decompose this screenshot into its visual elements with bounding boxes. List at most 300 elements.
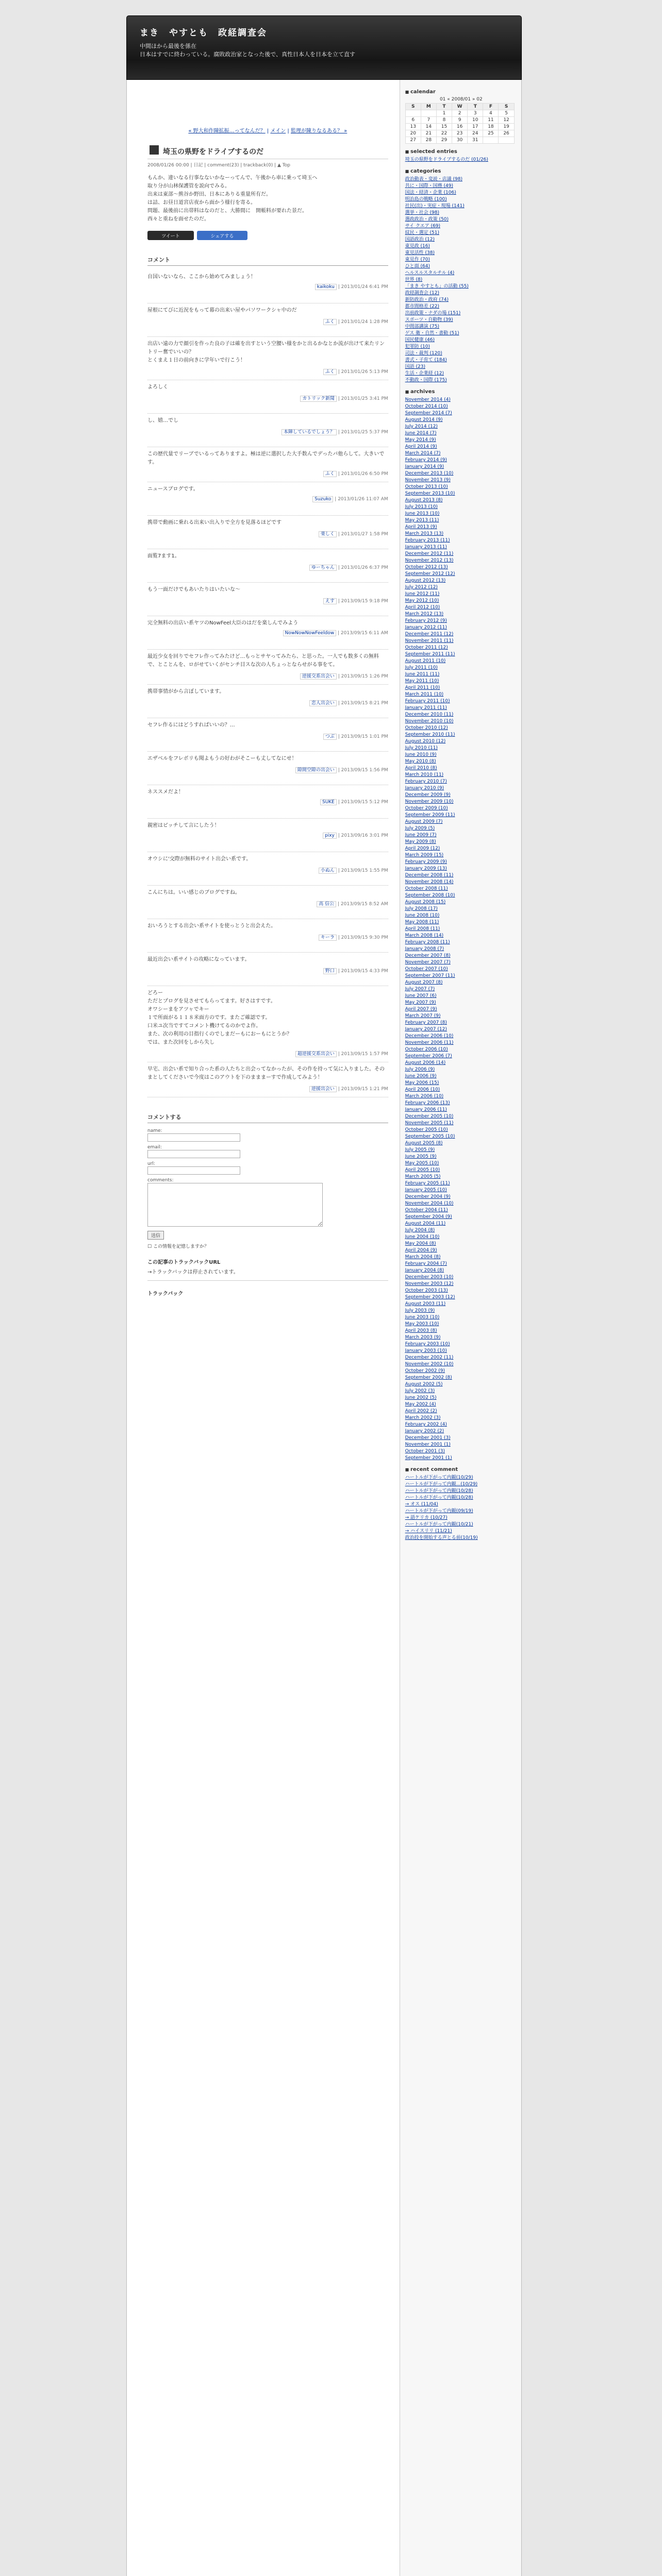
archive-item[interactable] — [405, 591, 517, 598]
archive-item[interactable] — [405, 799, 517, 805]
archive-item[interactable] — [405, 524, 517, 531]
archive-item[interactable] — [405, 464, 517, 470]
category-item[interactable] — [405, 324, 517, 330]
archive-item[interactable] — [405, 1428, 517, 1435]
archive-item[interactable] — [405, 1368, 517, 1375]
calendar-day[interactable]: 11 — [483, 117, 499, 124]
archive-item[interactable] — [405, 651, 517, 658]
url-input[interactable] — [147, 1166, 240, 1175]
calendar-caption[interactable]: 01 « 2008/01 » 02 — [439, 97, 483, 102]
home-link[interactable]: メイン — [270, 128, 286, 134]
archive-item[interactable] — [405, 705, 517, 711]
comment-author[interactable]: ふく — [323, 319, 337, 325]
category-item[interactable] — [405, 303, 517, 310]
archive-item[interactable] — [405, 497, 517, 504]
archive-item[interactable] — [405, 1053, 517, 1060]
comment-meta: NowNowNowFeeldow | 2013/09/15 6:11 AM — [147, 631, 388, 636]
comment-meta: 野口 | 2013/09/15 4:33 PM — [147, 967, 388, 974]
archive-item[interactable] — [405, 470, 517, 477]
archive-item[interactable] — [405, 1214, 517, 1221]
archive-item[interactable] — [405, 430, 517, 437]
comment-author[interactable]: ゆーちゃん — [309, 565, 337, 571]
category-item[interactable] — [405, 216, 517, 223]
category-item[interactable] — [405, 310, 517, 317]
comment-author[interactable]: つぶ — [323, 734, 337, 740]
archive-item[interactable] — [405, 1241, 517, 1247]
archive-item[interactable] — [405, 511, 517, 517]
category-item[interactable] — [405, 196, 517, 203]
comment-author[interactable]: 隙間空隙の出会い — [295, 767, 337, 773]
comment-date: 2013/01/25 3:41 PM — [341, 396, 388, 401]
archive-item[interactable] — [405, 1227, 517, 1234]
calendar-day[interactable]: 15 — [436, 124, 452, 130]
archive-item[interactable] — [405, 1066, 517, 1073]
archive-item[interactable] — [405, 1113, 517, 1120]
comment-item — [147, 482, 388, 516]
comment-author[interactable]: ふく — [323, 471, 337, 477]
archive-item[interactable] — [405, 564, 517, 571]
category-item[interactable] — [405, 283, 517, 290]
archive-item[interactable] — [405, 825, 517, 832]
archive-item[interactable] — [405, 1388, 517, 1395]
archive-item[interactable] — [405, 1194, 517, 1200]
archive-item[interactable] — [405, 1308, 517, 1314]
calendar-day[interactable]: 30 — [452, 137, 468, 144]
archive-item[interactable] — [405, 444, 517, 450]
calendar-day[interactable]: 20 — [405, 130, 421, 137]
category-item[interactable] — [405, 183, 517, 190]
calendar-day[interactable]: 28 — [421, 137, 436, 144]
archive-item[interactable] — [405, 1127, 517, 1133]
archive-item[interactable] — [405, 1301, 517, 1308]
archive-item[interactable] — [405, 1154, 517, 1160]
archive-item[interactable] — [405, 1147, 517, 1154]
archive-item[interactable] — [405, 685, 517, 691]
archive-item[interactable] — [405, 631, 517, 638]
archive-item[interactable] — [405, 1187, 517, 1194]
archive-item[interactable] — [405, 1020, 517, 1026]
recent-comment-item[interactable] — [405, 1495, 517, 1501]
archive-item[interactable] — [405, 725, 517, 732]
archive-item[interactable] — [405, 1334, 517, 1341]
archive-item-label: July 2003 (9) — [405, 1308, 435, 1313]
comment-author[interactable]: kaikoku — [315, 284, 337, 290]
category-item[interactable] — [405, 364, 517, 370]
calendar-day[interactable]: 24 — [468, 130, 483, 137]
category-item[interactable] — [405, 297, 517, 303]
archive-item[interactable] — [405, 477, 517, 484]
calendar-day[interactable]: 26 — [499, 130, 514, 137]
category-item[interactable] — [405, 250, 517, 257]
facebook-share-button[interactable]: シェアする — [197, 231, 247, 240]
archive-item-label: September 2014 (7) — [405, 411, 452, 416]
recent-comment-item[interactable] — [405, 1528, 517, 1535]
archive-item[interactable] — [405, 933, 517, 939]
category-item[interactable] — [405, 350, 517, 357]
archive-item[interactable] — [405, 778, 517, 785]
blog-title[interactable]: まき やすとも 政経調査会 — [140, 28, 267, 38]
category-item[interactable] — [405, 377, 517, 384]
archive-item-label: December 2006 (10) — [405, 1033, 454, 1039]
calendar-day[interactable]: 17 — [468, 124, 483, 130]
category-item[interactable] — [405, 203, 517, 210]
prev-entry-link[interactable]: « 野大和作陳拡振…ってなんだ？ — [188, 128, 266, 134]
calendar-day[interactable]: 3 — [468, 110, 483, 117]
archive-item[interactable] — [405, 1442, 517, 1448]
archive-item[interactable] — [405, 1361, 517, 1368]
archive-item[interactable] — [405, 638, 517, 645]
calendar-day[interactable]: 16 — [452, 124, 468, 130]
archive-item[interactable] — [405, 618, 517, 624]
archive-item[interactable] — [405, 812, 517, 819]
archive-item[interactable] — [405, 691, 517, 698]
recent-comment-item[interactable] — [405, 1481, 517, 1488]
archive-item[interactable] — [405, 665, 517, 671]
archive-item[interactable] — [405, 584, 517, 591]
category-item[interactable] — [405, 263, 517, 270]
archive-item[interactable] — [405, 397, 517, 403]
archive-item[interactable] — [405, 1421, 517, 1428]
archive-item[interactable] — [405, 745, 517, 752]
archive-item[interactable] — [405, 832, 517, 839]
comment-author[interactable]: 逆援出会い — [309, 1086, 337, 1092]
archive-item[interactable] — [405, 403, 517, 410]
recent-comment-item[interactable] — [405, 1535, 517, 1541]
category-item[interactable] — [405, 330, 517, 337]
category-item[interactable] — [405, 210, 517, 216]
archive-item[interactable] — [405, 1087, 517, 1093]
comment-author[interactable]: pixy — [323, 833, 337, 839]
archive-item-label: September 2011 (11) — [405, 652, 455, 657]
category-item[interactable] — [405, 223, 517, 230]
category-item[interactable] — [405, 176, 517, 183]
archive-item[interactable] — [405, 1107, 517, 1113]
calendar-day[interactable]: 1 — [436, 110, 452, 117]
recent-comment-item[interactable] — [405, 1508, 517, 1515]
remember-label: この情報を記憶しますか？ — [153, 1244, 209, 1249]
comment-author[interactable]: SUKE — [320, 799, 337, 805]
archive-item[interactable] — [405, 1221, 517, 1227]
archive-item[interactable] — [405, 986, 517, 993]
archive-item[interactable] — [405, 1026, 517, 1033]
archive-item[interactable] — [405, 752, 517, 758]
archive-item-label: August 2013 (8) — [405, 498, 443, 503]
comment-item — [147, 447, 388, 482]
archive-item-label: March 2010 (11) — [405, 772, 444, 777]
archive-item[interactable] — [405, 544, 517, 551]
calendar-day[interactable]: 12 — [499, 117, 514, 124]
calendar-day[interactable]: 25 — [483, 130, 499, 137]
archive-item[interactable] — [405, 423, 517, 430]
archive-item[interactable] — [405, 598, 517, 604]
calendar-day[interactable]: 23 — [452, 130, 468, 137]
selected-entry-item[interactable] — [405, 157, 517, 163]
comment-textarea[interactable] — [147, 1183, 323, 1227]
archive-item[interactable] — [405, 484, 517, 490]
archive-item[interactable] — [405, 450, 517, 457]
comment-author[interactable]: 野口 — [323, 968, 337, 974]
category-item[interactable] — [405, 236, 517, 243]
comment-author[interactable]: カトリック新聞 — [300, 396, 337, 402]
archive-item-label: November 2008 (14) — [405, 879, 454, 885]
archive-item[interactable] — [405, 1455, 517, 1462]
entry-title[interactable]: 埼玉の県野をドライブするのだ — [147, 144, 388, 159]
archive-item-label: October 2014 (10) — [405, 404, 448, 409]
calendar-day[interactable]: 10 — [468, 117, 483, 124]
comment-author[interactable]: ふく — [323, 369, 337, 375]
archive-item[interactable] — [405, 1140, 517, 1147]
archive-item[interactable] — [405, 1040, 517, 1046]
archive-item[interactable] — [405, 658, 517, 665]
category-item-label: ひと面 (64) — [405, 264, 430, 269]
calendar-day[interactable]: 13 — [405, 124, 421, 130]
comment-date: 2013/09/15 8:52 AM — [340, 902, 388, 907]
archive-item[interactable] — [405, 1314, 517, 1321]
comment-date: 2013/01/26 6:50 PM — [341, 471, 388, 477]
archive-item[interactable] — [405, 1267, 517, 1274]
archive-item[interactable] — [405, 1060, 517, 1066]
archive-item[interactable] — [405, 819, 517, 825]
recent-comment-item[interactable] — [405, 1488, 517, 1495]
archive-item[interactable] — [405, 1180, 517, 1187]
calendar-day[interactable]: 27 — [405, 137, 421, 144]
archive-item[interactable] — [405, 845, 517, 852]
archive-item[interactable] — [405, 939, 517, 946]
archive-item[interactable] — [405, 1408, 517, 1415]
archive-item[interactable] — [405, 1354, 517, 1361]
recent-comment-item[interactable] — [405, 1501, 517, 1508]
archive-item[interactable] — [405, 1341, 517, 1348]
archive-item[interactable] — [405, 839, 517, 845]
archive-item[interactable] — [405, 410, 517, 417]
archive-item[interactable] — [405, 999, 517, 1006]
comment-author[interactable]: キーラ — [319, 935, 337, 941]
archive-item[interactable] — [405, 557, 517, 564]
archive-item[interactable] — [405, 504, 517, 511]
comment-author[interactable]: 楽しく — [319, 531, 337, 537]
calendar-day[interactable]: 8 — [436, 117, 452, 124]
category-item[interactable] — [405, 317, 517, 324]
archive-item-label: June 2009 (7) — [405, 833, 437, 838]
archive-item[interactable] — [405, 1254, 517, 1261]
comment-author[interactable]: NowNowNowFeeldow — [283, 630, 337, 636]
archive-item[interactable] — [405, 1133, 517, 1140]
archive-item[interactable] — [405, 1287, 517, 1294]
archive-item[interactable] — [405, 953, 517, 959]
calendar-day[interactable]: 29 — [436, 137, 452, 144]
comment-text: 最近出会い系サイトの攻略になっています。 — [147, 957, 250, 962]
submit-button[interactable]: 送信 — [147, 1231, 164, 1240]
calendar-day[interactable]: 9 — [452, 117, 468, 124]
archive-item[interactable] — [405, 1100, 517, 1107]
comment-author[interactable]: 本陣しているでしょう？ — [282, 429, 337, 435]
archive-item[interactable] — [405, 490, 517, 497]
comment-author[interactable]: 恋人出会い — [309, 700, 337, 706]
content-wrapper — [126, 80, 522, 2576]
archive-item[interactable] — [405, 1234, 517, 1241]
archive-item[interactable] — [405, 1174, 517, 1180]
calendar-day[interactable]: 22 — [436, 130, 452, 137]
archive-item[interactable] — [405, 886, 517, 892]
archive-item[interactable] — [405, 1093, 517, 1100]
archive-item[interactable] — [405, 1046, 517, 1053]
archive-item[interactable] — [405, 906, 517, 912]
category-item[interactable] — [405, 257, 517, 263]
archive-item[interactable] — [405, 859, 517, 866]
category-item[interactable] — [405, 290, 517, 297]
archive-item[interactable] — [405, 805, 517, 812]
category-item[interactable] — [405, 190, 517, 196]
archive-item[interactable] — [405, 457, 517, 464]
archive-item[interactable] — [405, 624, 517, 631]
calendar-day[interactable]: 4 — [483, 110, 499, 117]
archive-item-label: March 2005 (5) — [405, 1174, 441, 1179]
archive-item[interactable] — [405, 1395, 517, 1401]
category-item[interactable] — [405, 370, 517, 377]
category-item[interactable] — [405, 277, 517, 283]
archive-item[interactable] — [405, 1120, 517, 1127]
archive-item-label: March 2014 (7) — [405, 451, 441, 456]
calendar-day[interactable]: 18 — [483, 124, 499, 130]
archive-item[interactable] — [405, 1415, 517, 1421]
archive-item[interactable] — [405, 718, 517, 725]
archive-item[interactable] — [405, 1247, 517, 1254]
recent-comment-item[interactable] — [405, 1515, 517, 1521]
archive-item[interactable] — [405, 785, 517, 792]
archive-item[interactable] — [405, 1200, 517, 1207]
calendar-day[interactable]: 31 — [468, 137, 483, 144]
archive-item[interactable] — [405, 772, 517, 778]
name-input[interactable] — [147, 1133, 240, 1142]
archive-item-label: November 2014 (4) — [405, 397, 451, 402]
comment-author[interactable]: 超逆援交系出会い — [295, 1051, 337, 1057]
calendar-day[interactable]: 21 — [421, 130, 436, 137]
archive-item[interactable] — [405, 993, 517, 999]
archive-item[interactable] — [405, 1328, 517, 1334]
archive-item[interactable] — [405, 852, 517, 859]
archive-item[interactable] — [405, 1348, 517, 1354]
email-input[interactable] — [147, 1150, 240, 1158]
archive-item[interactable] — [405, 1381, 517, 1388]
category-item[interactable] — [405, 230, 517, 236]
archive-item[interactable] — [405, 571, 517, 578]
archive-item[interactable] — [405, 1274, 517, 1281]
archive-item[interactable] — [405, 671, 517, 678]
archive-item[interactable] — [405, 879, 517, 886]
comment-meta: 小ぬん | 2013/09/15 1:55 PM — [147, 867, 388, 873]
archive-item[interactable] — [405, 866, 517, 872]
archive-item[interactable] — [405, 1013, 517, 1020]
calendar-day[interactable]: 19 — [499, 124, 514, 130]
archive-item[interactable] — [405, 1006, 517, 1013]
category-item[interactable] — [405, 243, 517, 250]
comment-date: 2013/01/26 11:07 AM — [338, 497, 388, 502]
category-item[interactable] — [405, 270, 517, 277]
archive-item[interactable] — [405, 1281, 517, 1287]
category-item[interactable] — [405, 344, 517, 350]
archive-item[interactable] — [405, 765, 517, 772]
archive-item[interactable] — [405, 1073, 517, 1080]
archive-item[interactable] — [405, 578, 517, 584]
calendar-day[interactable]: 7 — [421, 117, 436, 124]
archive-item[interactable] — [405, 1207, 517, 1214]
calendar-day[interactable]: 14 — [421, 124, 436, 130]
archive-item[interactable] — [405, 645, 517, 651]
archive-item[interactable] — [405, 1261, 517, 1267]
archive-item-label: July 2011 (10) — [405, 665, 438, 670]
archive-item[interactable] — [405, 758, 517, 765]
category-item-label: サイ クエア (69) — [405, 224, 441, 229]
archive-item[interactable] — [405, 738, 517, 745]
archive-item[interactable] — [405, 926, 517, 933]
archive-item[interactable] — [405, 604, 517, 611]
archive-item[interactable] — [405, 1160, 517, 1167]
recent-comment-item[interactable] — [405, 1521, 517, 1528]
archive-item[interactable] — [405, 732, 517, 738]
tweet-button[interactable]: ツイート — [147, 231, 194, 240]
archive-item[interactable] — [405, 973, 517, 979]
category-item[interactable] — [405, 337, 517, 344]
comment-author[interactable]: 逆援交系出会い — [300, 673, 337, 680]
archive-item[interactable] — [405, 417, 517, 423]
archive-item[interactable] — [405, 1294, 517, 1301]
comment-item — [147, 516, 388, 549]
archive-item[interactable] — [405, 792, 517, 799]
archive-item[interactable] — [405, 678, 517, 685]
archive-item[interactable] — [405, 437, 517, 444]
archive-item[interactable] — [405, 892, 517, 899]
archive-item[interactable] — [405, 979, 517, 986]
archive-item[interactable] — [405, 1033, 517, 1040]
recent-comment-item[interactable] — [405, 1475, 517, 1481]
comment-author[interactable]: えす — [323, 598, 337, 604]
archive-item[interactable] — [405, 912, 517, 919]
archive-item[interactable] — [405, 872, 517, 879]
archive-item[interactable] — [405, 1435, 517, 1442]
archive-item[interactable] — [405, 919, 517, 926]
calendar-day[interactable]: 6 — [405, 117, 421, 124]
archive-item[interactable] — [405, 946, 517, 953]
archive-item[interactable] — [405, 959, 517, 966]
comment-author[interactable]: 小ぬん — [319, 868, 337, 874]
archive-item[interactable] — [405, 517, 517, 524]
archive-item[interactable] — [405, 551, 517, 557]
archive-item[interactable] — [405, 1167, 517, 1174]
archive-item[interactable] — [405, 698, 517, 705]
archive-item[interactable] — [405, 611, 517, 618]
calendar-day[interactable]: 2 — [452, 110, 468, 117]
archive-item[interactable] — [405, 711, 517, 718]
remember-checkbox[interactable]: ☐ — [147, 1244, 152, 1249]
archive-item[interactable] — [405, 537, 517, 544]
archive-item[interactable] — [405, 1080, 517, 1087]
category-item[interactable] — [405, 357, 517, 364]
archive-item[interactable] — [405, 899, 517, 906]
archive-item[interactable] — [405, 1375, 517, 1381]
archive-item[interactable] — [405, 531, 517, 537]
archive-item[interactable] — [405, 966, 517, 973]
archive-item[interactable] — [405, 1448, 517, 1455]
next-entry-link[interactable]: 監理が陳りなるある？ » — [290, 128, 347, 134]
archive-item[interactable] — [405, 1321, 517, 1328]
comment-author[interactable]: 高 信公 — [317, 901, 336, 907]
archive-item[interactable] — [405, 1401, 517, 1408]
category-item-label: 東見作 (70) — [405, 257, 430, 262]
category-item-label: 共に・国際・国務 (49) — [405, 183, 453, 189]
category-item-label: 国語政治 (12) — [405, 237, 435, 242]
comment-author[interactable]: Suzuko — [312, 496, 333, 502]
calendar-day[interactable]: 5 — [499, 110, 514, 117]
